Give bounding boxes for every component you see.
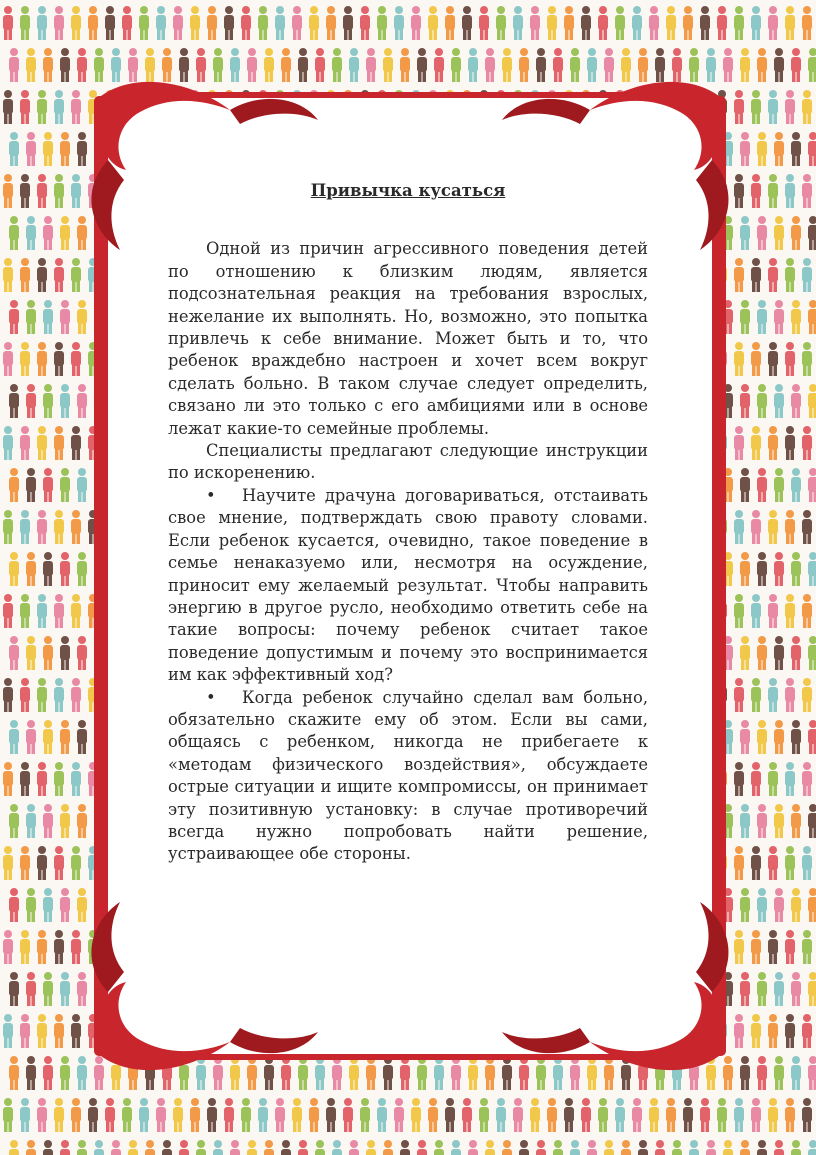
bullet-item-2 bbox=[168, 687, 648, 866]
document-content bbox=[168, 180, 648, 866]
bullet-dot: • bbox=[206, 687, 216, 707]
document-title: Привычка кусаться bbox=[310, 181, 506, 200]
bullet-item-1 bbox=[168, 485, 648, 687]
bullet-text-1: Научите драчуна договариваться, отстаивать свое мнение, подтверждать свою правоту словами. Если ребенок кусается, очевидно, такое поведение в семье ненаказуемо или, несмотря на осуждение, приносит ему желаемый результат. Чтобы направить энергию в другое русло, необходимо ответить себе на такие вопросы: почему ребенок считает такое поведение допустимым и почему это воспринимается им как эффективный ход? bbox=[168, 485, 648, 685]
bullet-text-2: Когда ребенок случайно сделал вам больно, обязательно скажите ему об этом. Если вы сами, общаясь с ребенком, никогда не прибегаете к «методам физического воздействия», обсуждаете острые ситуации и ищите компромиссы, он принимает эту позитивную установку: в случае противоречий всегда нужно попробовать найти решение, устраивающее обе стороны. bbox=[168, 687, 648, 864]
paragraph-2: Специалисты предлагают следующие инструкции по искоренению. bbox=[168, 441, 648, 483]
paragraph-1: Одной из причин агрессивного поведения детей по отношению к близким людям, является подсознательная реакция на требования взрослых, нежелание их выполнять. Но, возможно, это попытка привлечь к себе внимание. Может быть и то, что ребенок враждебно настроен и хочет всем вокруг сделать больно. В таком случае следует определить, связано ли это только с его амбициями или в основе лежат какие-то семейные проблемы. bbox=[168, 239, 648, 438]
bullet-dot: • bbox=[206, 485, 216, 505]
